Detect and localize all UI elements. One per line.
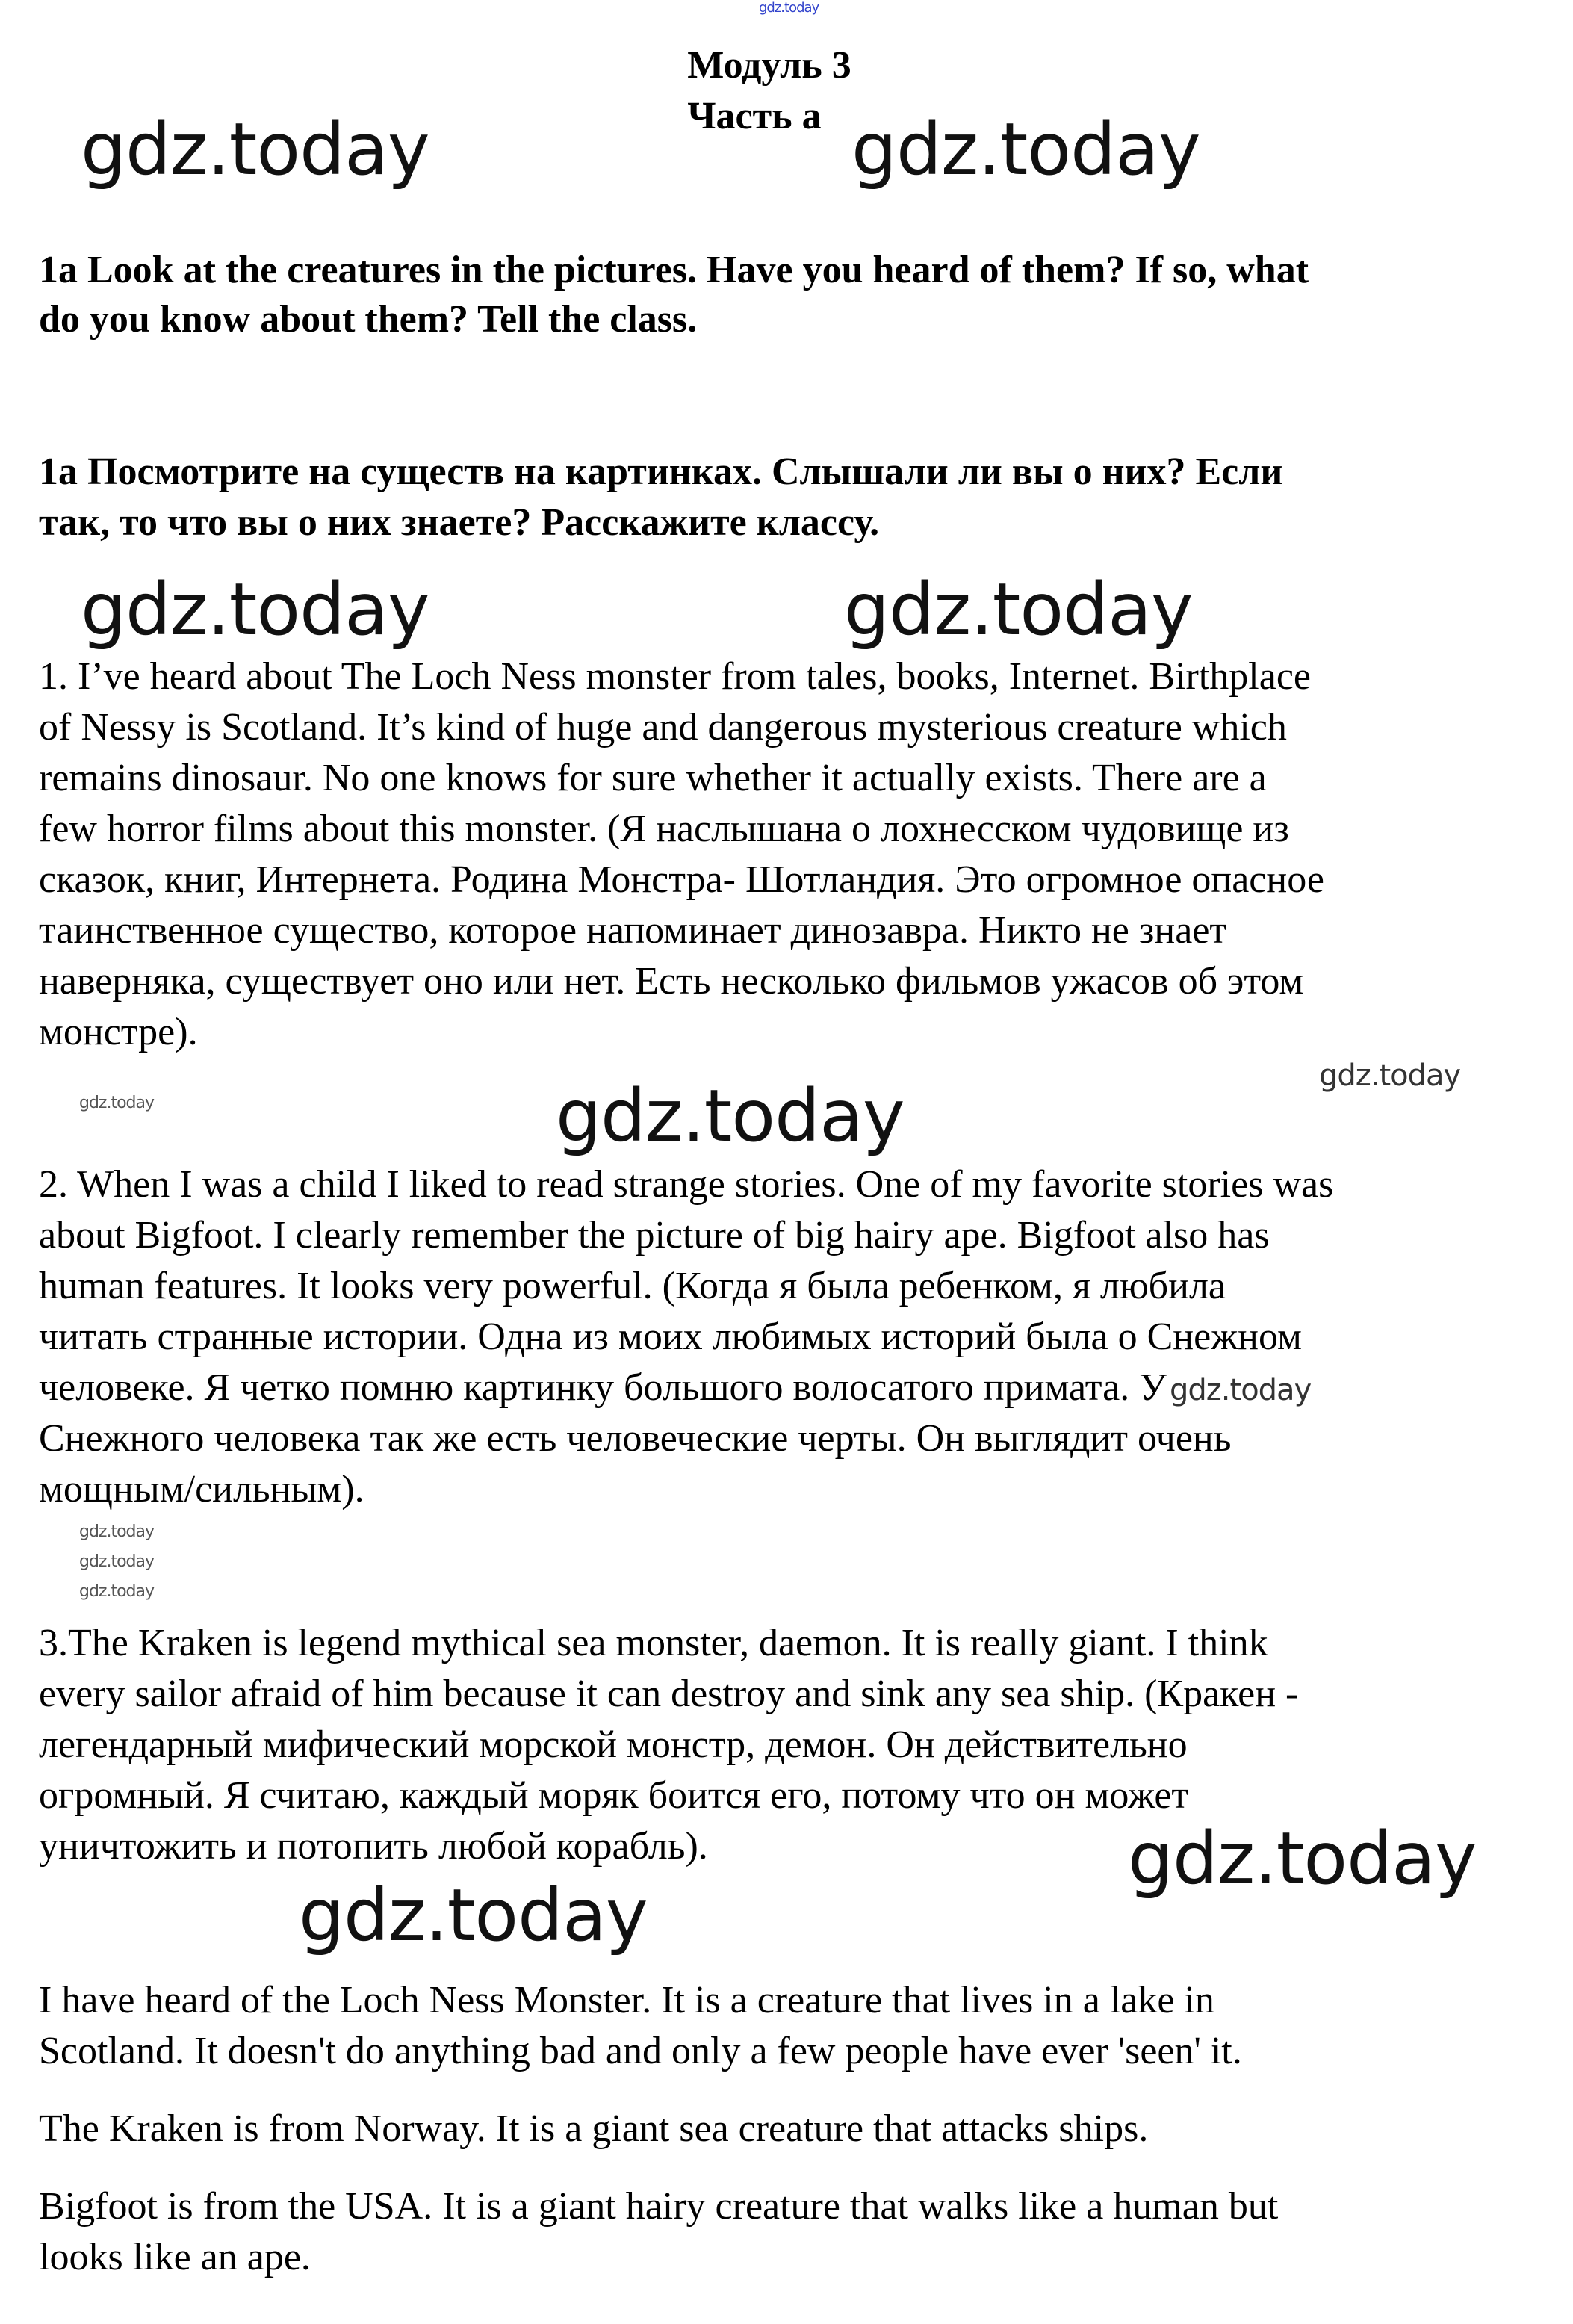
answer-1-line: of Nessy is Scotland. It’s kind of huge and dangerous mysterious creature which: [39, 706, 1287, 749]
page-subtitle: Часть а: [687, 95, 822, 137]
answer-2-line: 2. When I was a child I liked to read strange stories. One of my favorite stories was: [39, 1163, 1334, 1206]
summary-line: The Kraken is from Norway. It is a giant sea creature that attacks ships.: [39, 2107, 1149, 2150]
answer-3-line: every sailor afraid of him because it can destroy and sink any sea ship. (Кракен -: [39, 1673, 1299, 1715]
task-ru-line: 1a Посмотрите на существ на картинках. Слышали ли вы о них? Если: [39, 450, 1283, 493]
watermark: gdz.today: [79, 1582, 155, 1601]
answer-2-line: Снежного человека так же есть человеческие черты. Он выглядит очень: [39, 1417, 1232, 1460]
page-title: Модуль 3: [687, 44, 851, 87]
watermark: gdz.today: [556, 1074, 905, 1158]
watermark: gdz.today: [1128, 1817, 1477, 1900]
answer-1-line: таинственное существо, которое напоминает динозавра. Никто не знает: [39, 909, 1227, 952]
watermark: gdz.today: [844, 568, 1193, 651]
answer-2-line: [39, 1363, 1311, 1413]
answer-1-line: 1. I’ve heard about The Loch Ness monster from tales, books, Internet. Birthplace: [39, 655, 1311, 698]
watermark: gdz.today: [1319, 1059, 1461, 1093]
summary-line: looks like an ape.: [39, 2236, 311, 2278]
watermark: gdz.today: [81, 568, 429, 651]
summary-line: I have heard of the Loch Ness Monster. It is a creature that lives in a lake in: [39, 1979, 1214, 2021]
answer-1-line: сказок, книг, Интернета. Родина Монстра- Шотландия. Это огромное опасное: [39, 858, 1324, 901]
watermark: gdz.today: [1170, 1373, 1312, 1407]
watermark: gdz.today: [81, 108, 429, 191]
summary-line: Scotland. It doesn't do anything bad and only a few people have ever 'seen' it.: [39, 2030, 1242, 2072]
watermark: gdz.today: [759, 0, 819, 16]
watermark: gdz.today: [851, 108, 1200, 191]
task-en-line: do you know about them? Tell the class.: [39, 298, 698, 341]
answer-2-line-text: человеке. Я четко помню картинку большого волосатого примата. У: [39, 1366, 1167, 1409]
answer-3-line: легендарный мифический морской монстр, демон. Он действительно: [39, 1723, 1188, 1766]
task-ru-line: так, то что вы о них знаете? Расскажите классу.: [39, 501, 880, 544]
watermark: gdz.today: [299, 1874, 648, 1957]
summary-line: Bigfoot is from the USA. It is a giant hairy creature that walks like a human but: [39, 2185, 1279, 2228]
answer-2-line: human features. It looks very powerful. (Когда я была ребенком, я любила: [39, 1265, 1226, 1307]
task-en-line: 1a Look at the creatures in the pictures. Have you heard of them? If so, what: [39, 249, 1309, 291]
answer-1-line: монстре).: [39, 1011, 198, 1053]
watermark: gdz.today: [79, 1552, 155, 1571]
answer-1-line: наверняка, существует оно или нет. Есть несколько фильмов ужасов об этом: [39, 960, 1304, 1003]
answer-2-line: мощным/сильным).: [39, 1468, 364, 1510]
answer-1-line: few horror films about this monster. (Я наслышана о лохнесском чудовище из: [39, 808, 1289, 850]
answer-3-line: уничтожить и потопить любой корабль).: [39, 1825, 708, 1868]
answer-3-line: огромный. Я считаю, каждый моряк боится его, потому что он может: [39, 1774, 1189, 1817]
answer-2-line: читать странные истории. Одна из моих любимых историй была о Снежном: [39, 1316, 1302, 1358]
answer-2-line: about Bigfoot. I clearly remember the picture of big hairy ape. Bigfoot also has: [39, 1214, 1270, 1256]
watermark: gdz.today: [79, 1522, 155, 1541]
answer-3-line: 3.The Kraken is legend mythical sea monster, daemon. It is really giant. I think: [39, 1622, 1268, 1664]
watermark: gdz.today: [79, 1094, 155, 1112]
answer-1-line: remains dinosaur. No one knows for sure whether it actually exists. There are a: [39, 757, 1267, 799]
